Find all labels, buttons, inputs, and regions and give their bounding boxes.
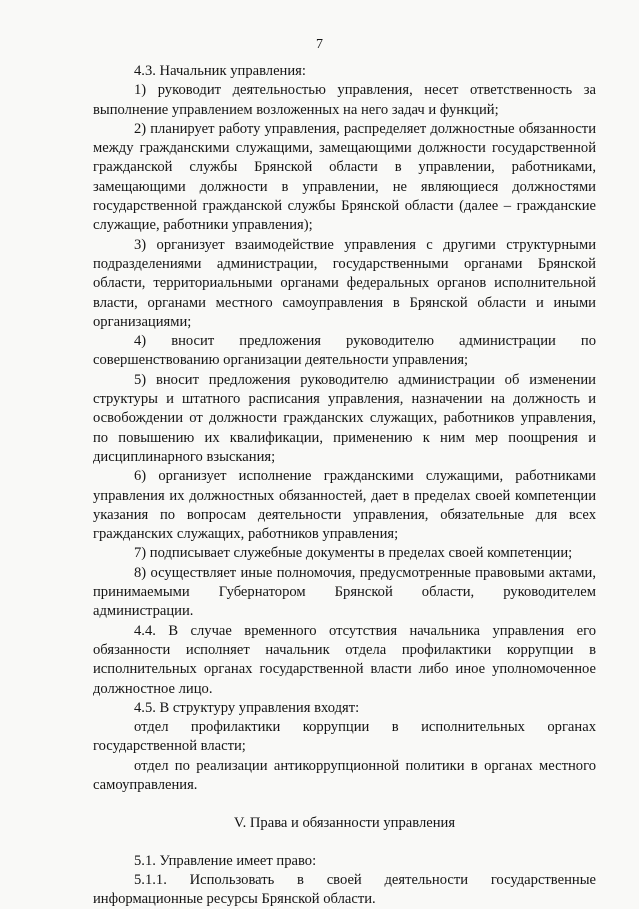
section-heading: V. Права и обязанности управления	[233, 815, 456, 832]
paragraph-item-4: 4) вносит предложения руководителю администрации по совершенствованию организации деятельности управления;	[93, 333, 596, 369]
paragraph-item-2: 2) планирует работу управления, распределяет должностные обязанности между гражданскими служащими, замещающими должности государственной гражданской службы Брянской области в управлении, работниками, замещающими должности в управлении, не являющиеся должностями государственной гражданской службы Брянской области (далее – гражданские служащие, работники управления);	[93, 120, 596, 234]
paragraph-5-1: 5.1. Управление имеет право:	[134, 852, 317, 869]
paragraph-item-5: 5) вносит предложения руководителю администрации об изменении структуры и штатного расписания управления, назначении на должность и освобождении от должности гражданских служащих, работников управления, по повышению их квалификации, применению к ним мер поощрения и дисциплинарного взыскания;	[93, 371, 596, 465]
paragraph-item-1: 1) руководит деятельностью управления, несет ответственность за выполнение управлением возложенных на него задач и функций;	[93, 82, 596, 118]
paragraph-department-2: отдел по реализации антикоррупционной политики в органах местного самоуправления.	[93, 757, 596, 793]
paragraph-item-7: 7) подписывает служебные документы в пределах своей компетенции;	[134, 545, 573, 562]
paragraph-5-1-1: 5.1.1. Использовать в своей деятельности государственные информационные ресурсы Брянской области.	[93, 871, 596, 908]
paragraph-4-5: 4.5. В структуру управления входят:	[134, 699, 360, 716]
paragraph-department-1: отдел профилактики коррупции в исполнительных органах государственной власти;	[93, 719, 596, 755]
paragraph-4-4: 4.4. В случае временного отсутствия начальника управления его обязанности исполняет начальник отдела профилактики коррупции в исполнительных органах государственной власти либо иное уполномоченное должностное лицо.	[93, 622, 596, 697]
paragraph-item-3: 3) организует взаимодействие управления с другими структурными подразделениями администрации, государственными органами Брянской области, территориальными органами федеральных органов исполнительной власти, органами местного самоуправления в Брянской области и иными организациями;	[93, 236, 596, 330]
document-body	[93, 62, 596, 909]
paragraph-4-3: 4.3. Начальник управления:	[134, 63, 306, 79]
page-number: 7	[316, 37, 323, 52]
paragraph-item-6: 6) организует исполнение гражданскими служащими, работниками управления их должностных обязанностей, дает в пределах своей компетенции указания по вопросам деятельности управления, обязательные для всех гражданских служащих, работников управления;	[93, 468, 596, 543]
paragraph-item-8: 8) осуществляет иные полномочия, предусмотренные правовыми актами, принимаемыми Губернатором Брянской области, руководителем администрации.	[93, 564, 596, 620]
